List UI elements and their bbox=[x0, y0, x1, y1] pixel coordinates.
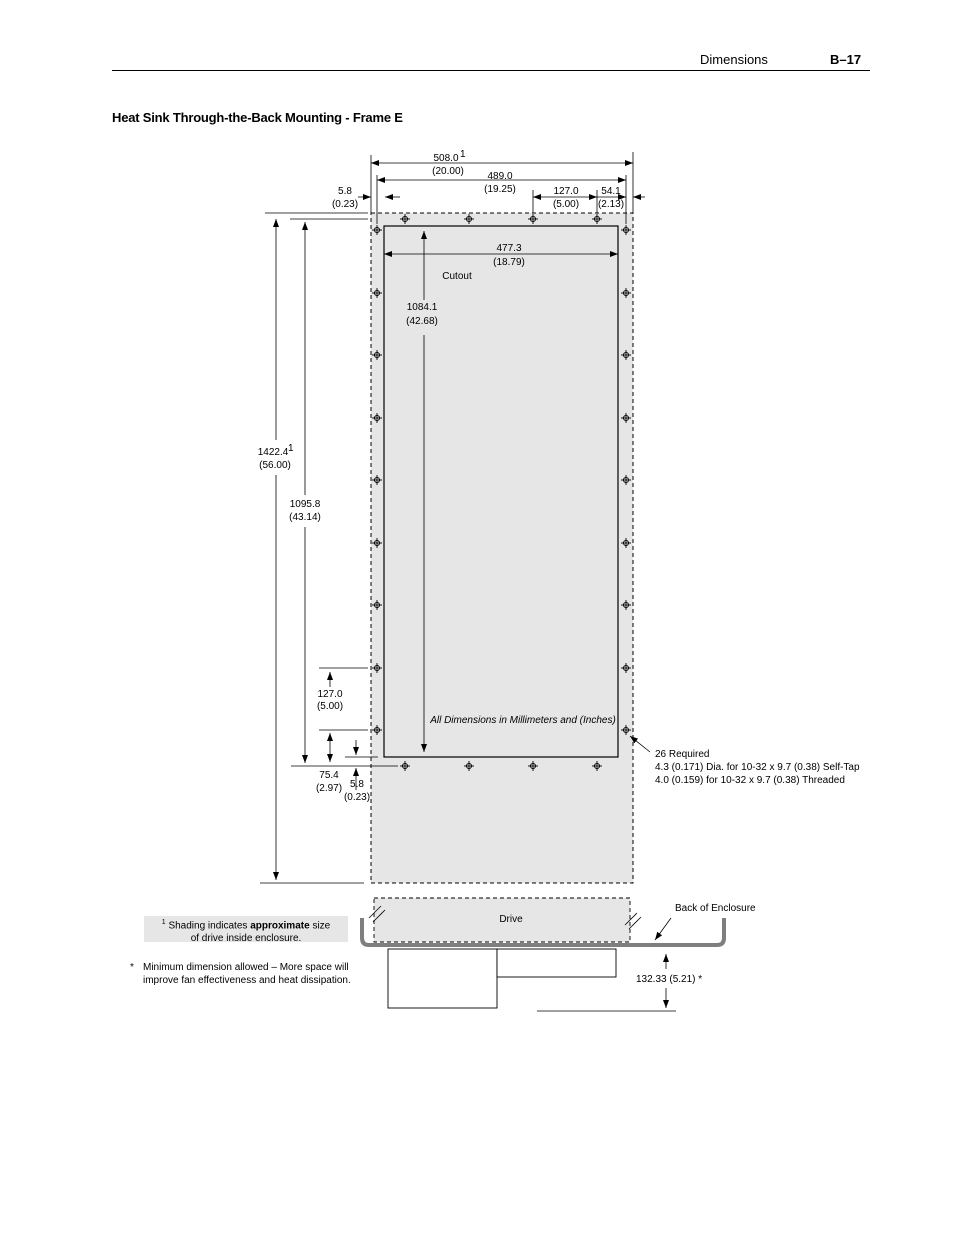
dim-right-offset-in: (2.13) bbox=[597, 199, 625, 210]
dim-vert-pitch-in: (5.00) bbox=[316, 701, 344, 712]
footnote-mark: 1 bbox=[161, 919, 166, 926]
dim-clearance: 132.33 (5.21) * bbox=[636, 974, 703, 985]
dim-hole-pitch-mm: 127.0 bbox=[553, 186, 579, 197]
dim-bottom-offset-mm: 75.4 bbox=[319, 770, 339, 781]
dim-cutout-height-in: (42.68) bbox=[406, 316, 438, 327]
dim-bottom-edge-in: (0.23) bbox=[343, 792, 371, 803]
star-note-line1: Minimum dimension allowed – More space will bbox=[143, 962, 349, 973]
star-note-line2: improve fan effectiveness and heat dissipation. bbox=[143, 975, 351, 986]
holes-note-line2: 4.3 (0.171) Dia. for 10-32 x 9.7 (0.38) Self-Tap bbox=[655, 762, 860, 773]
shading-note-post: size bbox=[312, 920, 331, 932]
dim-hole-pitch-in: (5.00) bbox=[552, 199, 580, 210]
drive-label: Drive bbox=[499, 914, 523, 925]
holes-note-line1: 26 Required bbox=[655, 749, 710, 760]
holes-note-line3: 4.0 (0.159) for 10-32 x 9.7 (0.38) Threaded bbox=[655, 775, 845, 786]
shading-note-line2: of drive inside enclosure. bbox=[190, 933, 302, 945]
fan-block-right bbox=[497, 949, 616, 977]
dim-footnote-mark: 1 bbox=[460, 149, 466, 160]
dim-edge-offset-mm: 5.8 bbox=[338, 186, 352, 197]
dim-cutout-width-in: (18.79) bbox=[493, 257, 525, 268]
header-page-number: B–17 bbox=[830, 52, 862, 67]
asterisk-mark: * bbox=[130, 962, 134, 973]
dim-cutout-height-mm: 1084.1 bbox=[406, 302, 438, 313]
fan-block-left bbox=[388, 949, 497, 1008]
dim-overall-height-in: (56.00) bbox=[259, 460, 291, 471]
cutout-label: Cutout bbox=[442, 271, 472, 282]
dim-overall-width-in: (20.00) bbox=[432, 166, 464, 177]
all-dims-note: All Dimensions in Millimeters and (Inches) bbox=[430, 715, 616, 726]
dim-hole-span-mm: 489.0 bbox=[487, 171, 513, 182]
dim-hole-height-in: (43.14) bbox=[289, 512, 321, 523]
dim-cutout-width-mm: 477.3 bbox=[496, 243, 522, 254]
header-section-title: Dimensions bbox=[700, 52, 768, 67]
dim-overall-width-mm: 508.0 bbox=[433, 153, 459, 164]
dim-edge-offset-in: (0.23) bbox=[331, 199, 359, 210]
dim-bottom-edge-mm: 5.8 bbox=[350, 779, 364, 790]
dim-hole-span-in: (19.25) bbox=[484, 184, 516, 195]
dim-hole-height-mm: 1095.8 bbox=[289, 499, 321, 510]
dim-overall-height-mm: 1422.4 bbox=[257, 447, 289, 458]
dim-bottom-offset-in: (2.97) bbox=[315, 783, 343, 794]
dim-vert-pitch-mm: 127.0 bbox=[317, 689, 343, 700]
shading-note-bold: approximate bbox=[250, 920, 310, 932]
figure-title: Heat Sink Through-the-Back Mounting - Frame E bbox=[112, 110, 403, 125]
dim-right-offset-mm: 54.1 bbox=[601, 186, 621, 197]
back-of-enclosure-label: Back of Enclosure bbox=[675, 903, 756, 914]
dim-footnote-mark-2: 1 bbox=[288, 443, 294, 454]
shading-note-pre: Shading indicates bbox=[168, 920, 248, 932]
shading-footnote bbox=[144, 916, 348, 945]
